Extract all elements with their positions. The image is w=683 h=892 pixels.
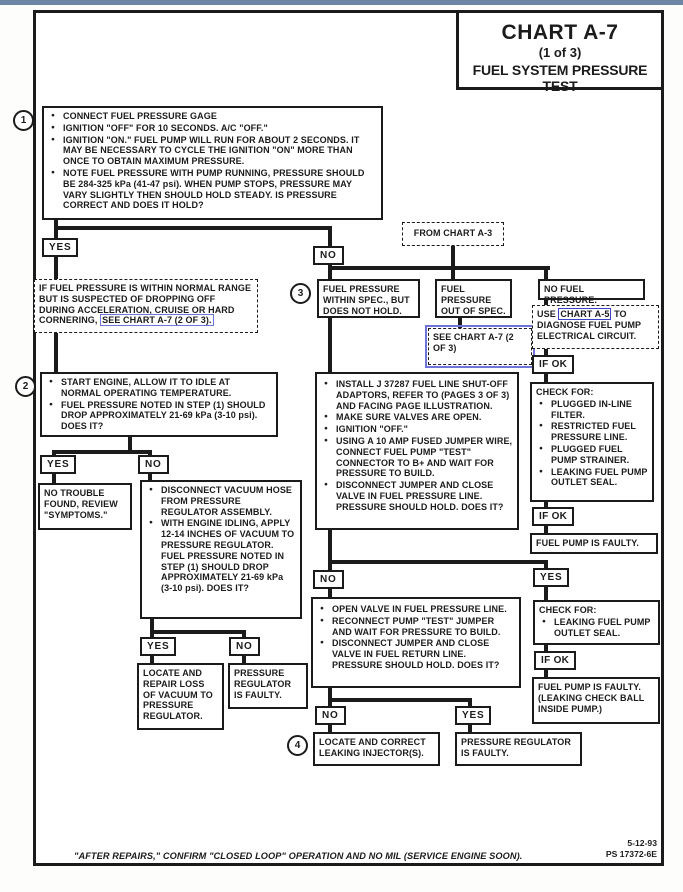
footer-ref: PS 17372-6E bbox=[605, 848, 657, 859]
if-ok-label bbox=[532, 355, 574, 374]
from-chart-a3-box bbox=[402, 222, 504, 246]
footer-date: 5-12-93 bbox=[627, 838, 657, 848]
no-label-text: NO bbox=[320, 574, 337, 585]
normal-range-note-text: IF FUEL PRESSURE IS WITHIN NORMAL RANGE BUT IS SUSPECTED OF DROPPING OFF DURING ACCELERATION, CRUISE OR HARD CORNERING, bbox=[39, 283, 252, 326]
if-ok-label-text: IF OK bbox=[539, 359, 568, 370]
pressure-within-spec-box bbox=[317, 279, 420, 318]
vacuum-test-box bbox=[140, 480, 302, 619]
bullet-item: ● IGNITION "ON." FUEL PUMP WILL RUN FOR ABOUT 2 SECONDS. IT MAY BE NECESSARY TO CYCLE THE IGNITION "ON" MORE THAN ONCE TO OBTAIN MAXIMUM PRESSURE. bbox=[48, 135, 377, 167]
use-chart-a5-suffix: TO DIAGNOSE FUEL PUMP ELECTRICAL CIRCUIT. bbox=[537, 309, 641, 341]
pressure-regulator-faulty-text-2: PRESSURE REGULATOR IS FAULTY. bbox=[461, 737, 571, 758]
see-chart-a7-box[interactable] bbox=[428, 328, 532, 365]
pressure-out-of-spec-text: FUEL PRESSURE OUT OF SPEC. bbox=[441, 284, 506, 316]
see-chart-a7-text: SEE CHART A-7 (2 OF 3) bbox=[433, 332, 514, 353]
bullet-item: ● DISCONNECT JUMPER AND CLOSE VALVE IN FUEL PRESSURE LINE. PRESSURE SHOULD HOLD. DOES IT? bbox=[321, 480, 513, 512]
yes-label bbox=[42, 238, 78, 257]
bullet-item: ● NOTE FUEL PRESSURE WITH PUMP RUNNING, PRESSURE SHOULD BE 284-325 kPa (41-47 psi). WHEN PUMP STOPS, PRESSURE MAY VARY SLIGHTLY THEN SHOULD HOLD STEADY. IS PRESSURE CORRECT AND DOES IT HOLD? bbox=[48, 168, 377, 211]
connector-line bbox=[54, 226, 332, 230]
bullet-item: ● DISCONNECT JUMPER AND CLOSE VALVE IN FUEL RETURN LINE. PRESSURE SHOULD HOLD. DOES IT? bbox=[317, 638, 515, 670]
connector-line bbox=[328, 266, 550, 270]
pressure-within-spec-text: FUEL PRESSURE WITHIN SPEC., BUT DOES NOT HOLD. bbox=[323, 284, 410, 316]
normal-range-note-box bbox=[34, 279, 258, 333]
yes-label bbox=[40, 455, 76, 474]
if-ok-label bbox=[534, 651, 576, 670]
step-4-number: 4 bbox=[294, 740, 301, 751]
locate-injectors-text: LOCATE AND CORRECT LEAKING INJECTOR(S). bbox=[319, 737, 426, 758]
bullet-item: ● MAKE SURE VALVES ARE OPEN. bbox=[321, 412, 513, 423]
chart-subtitle: (1 of 3) bbox=[538, 45, 582, 60]
yes-label bbox=[533, 568, 569, 587]
from-chart-a3-text: FROM CHART A-3 bbox=[413, 228, 493, 238]
no-label-text: NO bbox=[322, 710, 339, 721]
no-trouble-text: NO TROUBLE FOUND, REVIEW "SYMPTOMS." bbox=[44, 488, 118, 520]
no-label bbox=[313, 570, 344, 589]
bullet-item: ● RECONNECT PUMP "TEST" JUMPER AND WAIT FOR PRESSURE TO BUILD. bbox=[317, 616, 515, 638]
check-for-outlet-seal-box bbox=[533, 600, 660, 645]
no-label-text: NO bbox=[320, 250, 337, 261]
no-label-text: NO bbox=[236, 641, 253, 652]
bullet-item: ● START ENGINE, ALLOW IT TO IDLE AT NORMAL OPERATING TEMPERATURE. bbox=[46, 377, 272, 399]
connector-line bbox=[328, 560, 548, 564]
footer-note: "AFTER REPAIRS," CONFIRM "CLOSED LOOP" OPERATION AND NO MIL (SERVICE ENGINE SOON). bbox=[74, 851, 523, 861]
no-trouble-box bbox=[38, 483, 132, 530]
bullet-item: ● PLUGGED FUEL PUMP STRAINER. bbox=[536, 444, 648, 466]
pressure-regulator-faulty-box bbox=[228, 663, 308, 709]
pressure-out-of-spec-box bbox=[435, 279, 512, 318]
bullet-item: ● FUEL PRESSURE NOTED IN STEP (1) SHOULD DROP APPROXIMATELY 21-69 kPa (3-10 psi). DOES IT? bbox=[46, 400, 272, 432]
bullet-item: ● RESTRICTED FUEL PRESSURE LINE. bbox=[536, 421, 648, 443]
open-valve-box bbox=[311, 597, 521, 688]
step-4-marker bbox=[287, 735, 308, 756]
bullet-item: ● PLUGGED IN-LINE FILTER. bbox=[536, 399, 648, 421]
step-1-number: 1 bbox=[20, 115, 27, 126]
check-for-title: CHECK FOR: bbox=[539, 605, 597, 615]
no-label bbox=[229, 637, 260, 656]
pressure-regulator-faulty-box-2 bbox=[455, 732, 582, 766]
bullet-item: ● OPEN VALVE IN FUEL PRESSURE LINE. bbox=[317, 604, 515, 615]
bullet-item: ● IGNITION "OFF" FOR 10 SECONDS. A/C "OFF." bbox=[48, 123, 377, 134]
no-label bbox=[315, 706, 346, 725]
yes-label bbox=[455, 706, 491, 725]
chart-a5-link[interactable]: CHART A-5 bbox=[560, 309, 610, 319]
start-engine-box bbox=[40, 372, 278, 437]
step-1-marker bbox=[13, 110, 34, 131]
fuel-pump-faulty-box bbox=[530, 533, 658, 554]
locate-injectors-box bbox=[313, 732, 440, 766]
fuel-pump-faulty-text: FUEL PUMP IS FAULTY. bbox=[536, 538, 640, 548]
chart-title: CHART A-7 bbox=[501, 21, 619, 44]
fuel-pump-faulty-check-ball-box bbox=[532, 677, 660, 724]
no-fuel-pressure-text: NO FUEL PRESSURE. bbox=[544, 284, 597, 305]
yes-label-text: YES bbox=[47, 459, 70, 470]
chart-name: FUEL SYSTEM PRESSURE TEST bbox=[472, 62, 648, 94]
no-label bbox=[138, 455, 169, 474]
check-for-inline-filter-box bbox=[530, 382, 654, 502]
check-for-title: CHECK FOR: bbox=[536, 387, 594, 397]
bullet-item: ● LEAKING FUEL PUMP OUTLET SEAL. bbox=[536, 467, 648, 489]
yes-label-text: YES bbox=[49, 242, 72, 253]
if-ok-label-text: IF OK bbox=[541, 655, 570, 666]
step-3-marker bbox=[290, 283, 311, 304]
bullet-item: ● DISCONNECT VACUUM HOSE FROM PRESSURE REGULATOR ASSEMBLY. bbox=[146, 485, 296, 517]
step-2-marker bbox=[15, 376, 36, 397]
pressure-regulator-faulty-text: PRESSURE REGULATOR IS FAULTY. bbox=[234, 668, 292, 700]
no-label-text: NO bbox=[145, 459, 162, 470]
step-3-number: 3 bbox=[297, 288, 304, 299]
bullet-item: ● WITH ENGINE IDLING, APPLY 12-14 INCHES OF VACUUM TO PRESSURE REGULATOR. FUEL PRESSURE NOTED IN STEP (1) SHOULD DROP APPROXIMATELY 21-69 kPa (3-10 psi). DOES IT? bbox=[146, 518, 296, 594]
bullet-item: ● IGNITION "OFF." bbox=[321, 424, 513, 435]
if-ok-label-text: IF OK bbox=[539, 511, 568, 522]
no-fuel-pressure-box bbox=[538, 279, 645, 305]
yes-label-text: YES bbox=[462, 710, 485, 721]
use-chart-a5-box bbox=[532, 305, 659, 349]
locate-repair-vacuum-box bbox=[137, 663, 224, 730]
connector-line bbox=[150, 630, 246, 634]
bullet-item: ● INSTALL J 37287 FUEL LINE SHUT-OFF ADAPTORS, REFER TO (PAGES 3 OF 3) AND FACING PAGE ILLUSTRATION. bbox=[321, 379, 513, 411]
connector-line bbox=[52, 450, 152, 454]
footer-ref-block bbox=[575, 838, 657, 859]
fuel-pump-faulty-check-ball-text: FUEL PUMP IS FAULTY. (LEAKING CHECK BALL INSIDE PUMP.) bbox=[538, 682, 645, 714]
if-ok-label bbox=[532, 507, 574, 526]
yes-label bbox=[140, 637, 176, 656]
use-chart-a5-prefix: USE bbox=[537, 309, 559, 319]
bullet-item: ● CONNECT FUEL PRESSURE GAGE bbox=[48, 111, 377, 122]
bullet-item: ● USING A 10 AMP FUSED JUMPER WIRE, CONNECT FUEL PUMP "TEST" CONNECTOR TO B+ AND WAIT FOR PRESSURE TO BUILD. bbox=[321, 436, 513, 479]
title-box bbox=[456, 10, 664, 94]
install-adapters-box bbox=[315, 372, 519, 530]
no-label bbox=[313, 246, 344, 265]
yes-label-text: YES bbox=[147, 641, 170, 652]
bullet-item: ● LEAKING FUEL PUMP OUTLET SEAL. bbox=[539, 617, 654, 639]
chart-a7-link[interactable]: SEE CHART A-7 (2 OF 3). bbox=[102, 315, 212, 326]
connect-gage-box bbox=[42, 106, 383, 220]
connector-line bbox=[451, 246, 455, 282]
locate-repair-vacuum-text: LOCATE AND REPAIR LOSS OF VACUUM TO PRESSURE REGULATOR. bbox=[143, 668, 213, 722]
step-2-number: 2 bbox=[22, 381, 29, 392]
window-top-bar bbox=[0, 0, 683, 5]
connector-line bbox=[328, 698, 472, 702]
yes-label-text: YES bbox=[540, 572, 563, 583]
